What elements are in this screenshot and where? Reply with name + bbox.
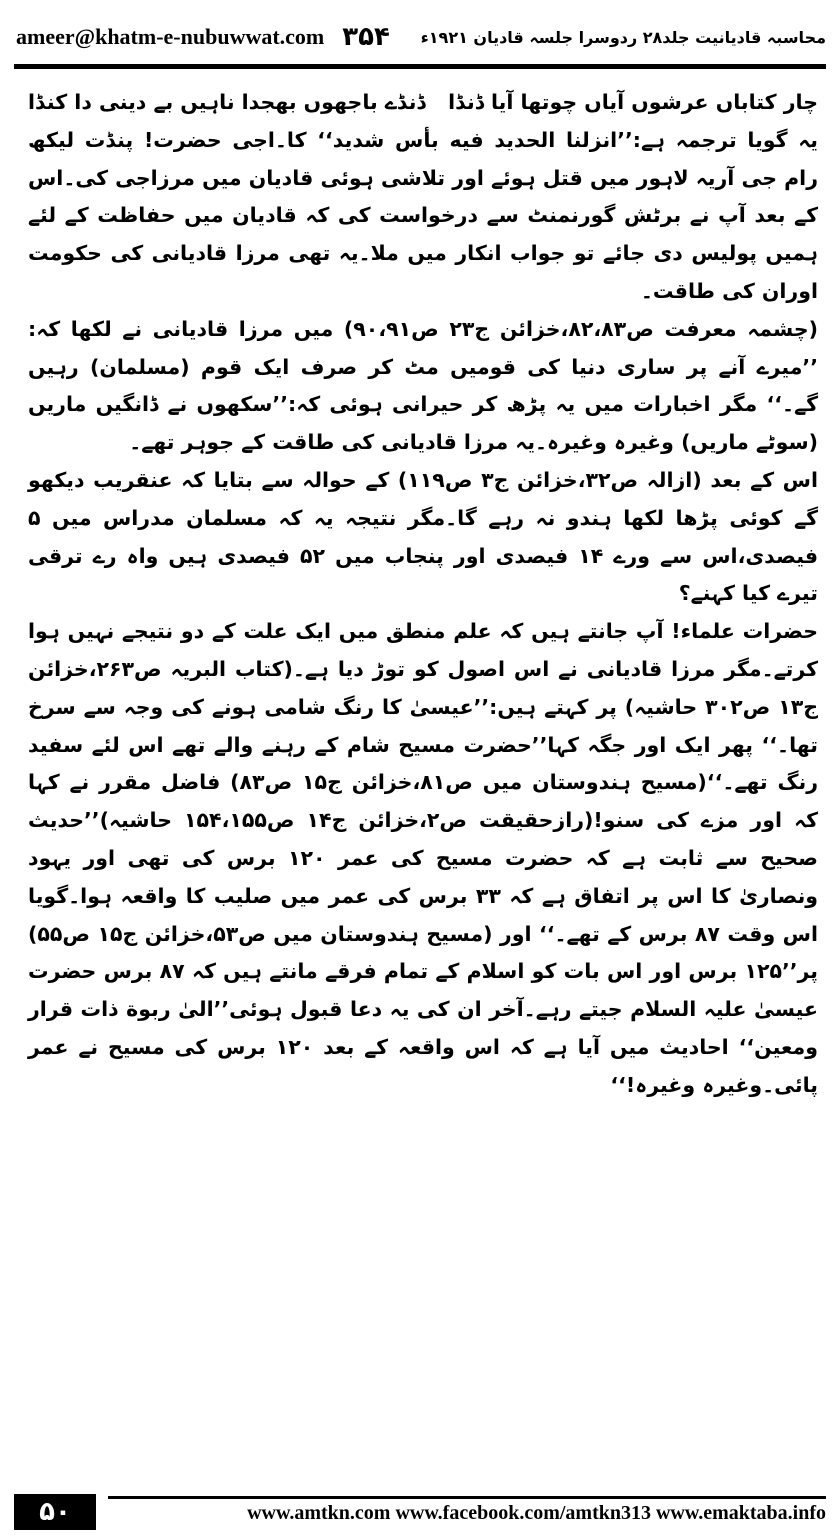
header-title: محاسبہ قادیانیت جلد۲۸ ردوسرا جلسہ قادیان ۱۹۲۱ء [420, 27, 826, 47]
verse-left-half: ڈنڈے باجھوں بھجدا ناہیں بے دینی دا کنڈا [28, 90, 426, 114]
poetry-verse [28, 84, 818, 122]
header-divider [14, 64, 826, 69]
paragraph-4: حضرات علماء! آپ جانتے ہیں کہ علم منطق میں ایک علت کے دو نتیجے نہیں ہوا کرتے۔مگر مرزا قادیانی نے اس اصول کو توڑ دیا ہے۔(کتاب البریہ ص۲۶۳،خزائن ج۱۳ ص۳۰۲ حاشیہ) پر کہتے ہیں:’’عیسیٰ کا رنگ شامی ہونے کی وجہ سے سرخ تھا۔‘‘ پھر ایک اور جگہ کہا’’حضرت مسیح شام کے رہنے والے تھے اس لئے سفید رنگ تھے۔‘‘(مسیح ہندوستان میں ص۸۱،خزائن ج۱۵ ص۸۳) فاضل مقرر نے کہا کہ اور مزے کی سنو!(رازحقیقت ص۲،خزائن ج۱۴ ص۱۵۴،۱۵۵ حاشیہ)’’حدیث صحیح سے ثابت ہے کہ حضرت مسیح کی عمر ۱۲۰ برس کی تھی اور یہود ونصاریٰ کا اس پر اتفاق ہے کہ ۳۳ برس کی عمر میں صلیب کا واقعہ ہوا۔گویا اس وقت ۸۷ برس کے تھے۔‘‘ اور (مسیح ہندوستان میں ص۵۳،خزائن ج۱۵ ص۵۵) پر’’۱۲۵ برس اور اس بات کو اسلام کے تمام فرقے مانتے ہیں کہ ۸۷ برس حضرت عیسیٰ علیہ السلام جیتے رہے۔آخر ان کی یہ دعا قبول ہوئی’’الیٰ ربوة ذات قرار ومعین‘‘ احادیث میں آیا ہے کہ اس واقعہ کے بعد ۱۲۰ برس کی مسیح نے عمر پائی۔وغیرہ وغیرہ!‘‘ [28, 619, 819, 1097]
header-page-number: ۳۵۴ [342, 22, 390, 52]
paragraph-3: اس کے بعد (ازالہ ص۳۲،خزائن ج۳ ص۱۱۹) کے حوالہ سے بتایا کہ عنقریب دیکھو گے کوئی پڑھا لکھا ہندو نہ رہے گا۔مگر نتیجہ یہ کہ مسلمان مدراس میں ۵ فیصدی،اس سے ورے ۱۴ فیصدی اور پنجاب میں ۵۲ فیصدی ہیں واہ رے ترقی تیرے کیا کہنے؟ [28, 467, 818, 606]
footer-links[interactable]: www.amtkn.com www.facebook.com/amtkn313 www.emaktaba.info [247, 1502, 826, 1524]
document-body [28, 84, 818, 1105]
paragraph-1: یہ گویا ترجمہ ہے:’’انزلنا الحدید فیه بأس شدید‘‘ کا۔اجی حضرت! پنڈت لیکھ رام جی آریہ لاہور میں قتل ہوئے اور تلاشی ہوئی قادیان میں مرزاجی کی۔اس کے بعد آپ نے برٹش گورنمنٹ سے درخواست کی کہ قادیان میں حفاظت کے لئے ہمیں پولیس دی جائے تو جواب انکار میں ملا۔یہ تھی مرزا قادیانی کی حکومت اوران کی طاقت۔ [28, 127, 818, 303]
paragraph-2: (چشمہ معرفت ص۸۲،۸۳،خزائن ج۲۳ ص۹۰،۹۱) میں مرزا قادیانی نے لکھا کہ: ’’میرے آنے پر ساری دنیا کی قومیں مٹ کر صرف ایک قوم (مسلمان) رہیں گے۔‘‘ مگر اخبارات میں یہ پڑھ کر حیرانی ہوئی کہ:’’سکھوں نے ڈانگیں ماریں (سوٹے ماریں) وغیرہ وغیرہ۔یہ مرزا قادیانی کی طاقت کے جوہر تھے۔ [28, 316, 819, 455]
verse-right-half: چار کتاباں عرشوں آیاں چوتھا آیا ڈنڈا [448, 90, 818, 114]
page-header [16, 14, 826, 60]
footer-page-number: ۵۰ [14, 1494, 96, 1530]
header-email[interactable]: ameer@khatm-e-nubuwwat.com [16, 24, 325, 49]
page-footer [14, 1494, 826, 1534]
footer-divider [108, 1496, 826, 1499]
